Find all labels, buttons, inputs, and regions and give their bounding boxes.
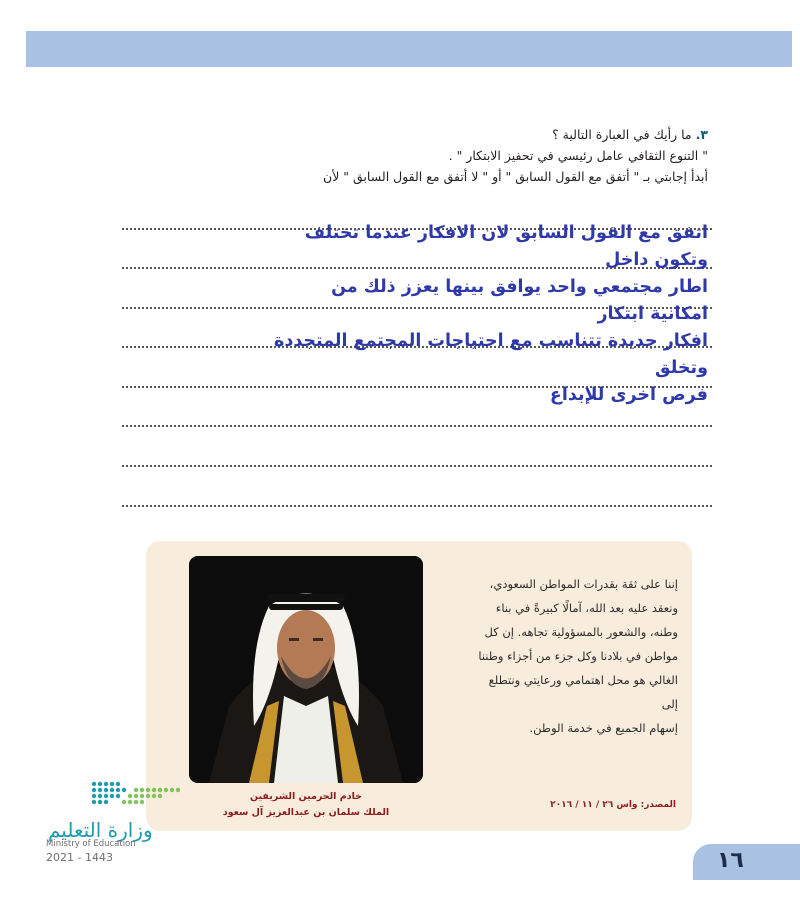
quote-line: الغالي هو محل اهتمامي ورعايتي ونتطلع إلى: [488, 673, 678, 711]
king-portrait: [189, 556, 423, 783]
quote-line: ونعقد عليه بعد الله، آمالًا كبيرةً في بناء: [495, 601, 678, 615]
page-number-tab: [693, 844, 800, 880]
header-band: [26, 31, 792, 67]
question-prompt-row: [88, 124, 708, 145]
writing-line: [122, 465, 712, 467]
quote-line: وطنه، والشعور بالمسؤولية تجاهه. إن كل: [484, 625, 678, 639]
answer-line-3: افكار جديدة تتناسب مع احتياجات المجتمع المتجددة وتخلق: [274, 331, 708, 378]
quote-line: إسهام الجميع في خدمة الوطن.: [529, 721, 678, 735]
answer-line-2: اطار مجتمعي واحد يوافق بينها يعزز ذلك من امكانية ابتكار: [331, 277, 708, 324]
answer-line-4: فرص اخرى للإبداع: [549, 385, 708, 405]
question-prompt: ما رأيك في العبارة التالية ؟: [552, 127, 692, 142]
caption-name: الملك سلمان بن عبدالعزيز آل سعود: [222, 807, 390, 818]
ministry-year: 2021 - 1443: [46, 851, 113, 864]
handwritten-answer[interactable]: [268, 220, 708, 409]
ministry-name-english: Ministry of Education: [46, 839, 136, 849]
question-number: ٣.: [695, 127, 708, 142]
quote-text: [476, 572, 678, 740]
answer-line-1: اتفق مع القول السابق لان الافكار عندما تختلف وتكون داخل: [304, 223, 708, 270]
quote-source: المصدر: واس ٢٦ / ١١ / ٢٠١٦: [550, 800, 676, 810]
caption-title: خادم الحرمين الشريفين: [250, 791, 362, 802]
portrait-caption: [189, 789, 423, 821]
question-instruction: أبدأ إجابتي بـ " أتفق مع القول السابق " أو " لا أتفق مع القول السابق " لأن: [323, 169, 708, 184]
writing-line: [122, 425, 712, 427]
page-number: ١٦: [717, 848, 744, 873]
quote-line: إننا على ثقة بقدرات المواطن السعودي،: [489, 577, 678, 591]
question-statement: " التنوع الثقافي عامل رئيسي في تحفيز الابتكار " .: [448, 148, 708, 163]
question-block: [88, 124, 708, 187]
writing-line: [122, 505, 712, 507]
portrait-illustration: [189, 556, 423, 783]
ministry-name-arabic: وزارة التعليم: [48, 818, 153, 842]
quote-line: مواطن في بلادنا وكل جزء من أجزاء وطننا: [478, 649, 678, 663]
